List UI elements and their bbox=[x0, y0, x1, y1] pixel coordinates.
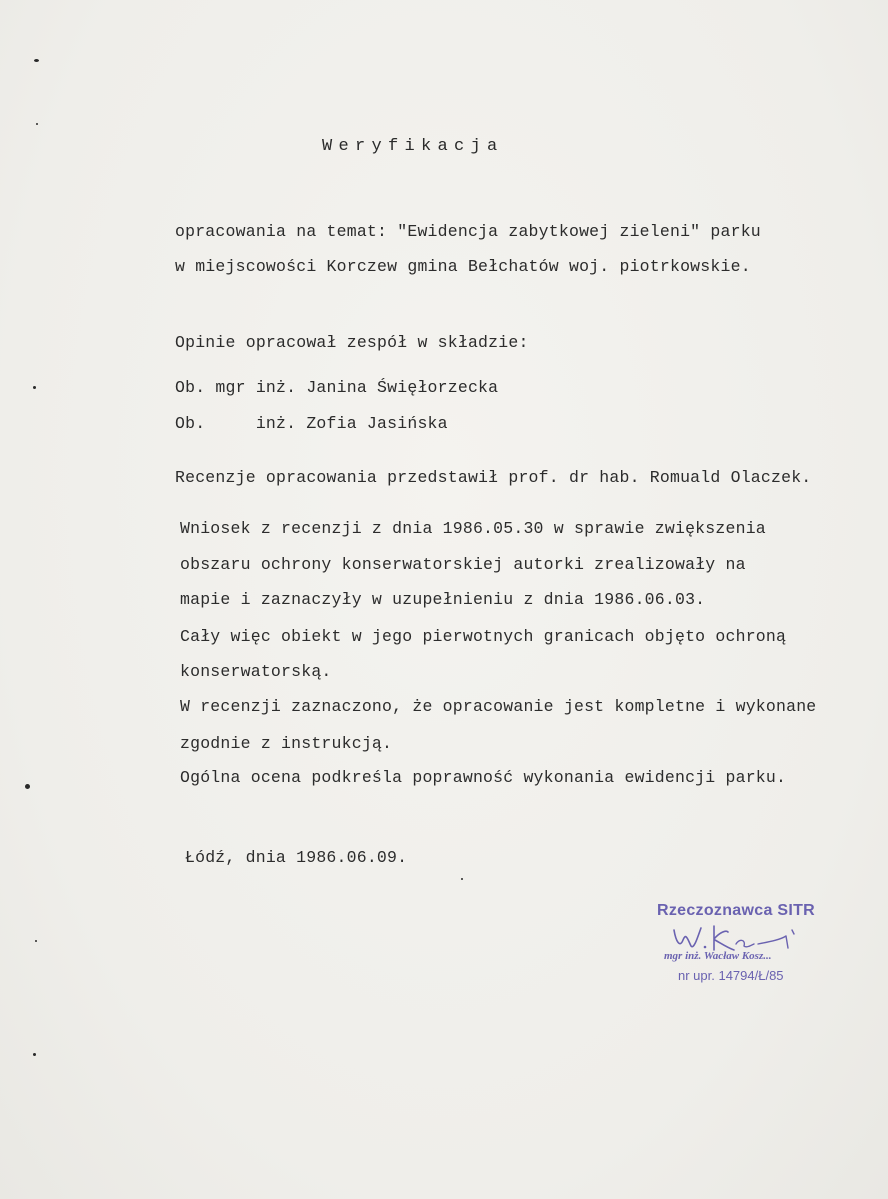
team-intro: Opinie opracował zespół w składzie: bbox=[175, 333, 529, 352]
subject-line-1: opracowania na temat: "Ewidencja zabytkowej zieleni" parku bbox=[175, 222, 761, 241]
punch-mark-6 bbox=[33, 1053, 36, 1056]
body-line-6: W recenzji zaznaczono, że opracowanie jest kompletne i wykonane bbox=[180, 697, 817, 716]
punch-mark-4 bbox=[25, 784, 30, 789]
stray-dot bbox=[461, 878, 463, 880]
punch-mark-2 bbox=[36, 123, 38, 125]
place-date: Łódź, dnia 1986.06.09. bbox=[185, 848, 408, 867]
body-line-3: mapie i zaznaczyły w uzupełnieniu z dnia 1986.06.03. bbox=[180, 590, 706, 609]
body-line-7: zgodnie z instrukcją. bbox=[180, 734, 393, 753]
team-member-2: Ob. inż. Zofia Jasińska bbox=[175, 414, 448, 433]
stamp-name: mgr inż. Wacław Kosz... bbox=[664, 950, 772, 962]
body-line-2: obszaru ochrony konserwatorskiej autorki zrealizowały na bbox=[180, 555, 746, 574]
punch-mark-1 bbox=[34, 59, 39, 62]
stamp-title: Rzeczoznawca SITR bbox=[657, 902, 816, 919]
review-line: Recenzje opracowania przedstawił prof. dr hab. Romuald Olaczek. bbox=[175, 468, 812, 487]
team-member-1: Ob. mgr inż. Janina Święłorzecka bbox=[175, 378, 499, 397]
stamp-permit-number: nr upr. 14794/Ł/85 bbox=[678, 968, 784, 983]
punch-mark-5 bbox=[35, 940, 37, 942]
body-line-8: Ogólna ocena podkreśla poprawność wykonania ewidencji parku. bbox=[180, 768, 787, 787]
body-line-4: Cały więc obiekt w jego pierwotnych granicach objęto ochroną bbox=[180, 627, 787, 646]
document-title: Weryfikacja bbox=[322, 137, 504, 156]
body-line-5: konserwatorską. bbox=[180, 662, 332, 681]
punch-mark-3 bbox=[33, 386, 36, 389]
body-line-1: Wniosek z recenzji z dnia 1986.05.30 w sprawie zwiększenia bbox=[180, 519, 766, 538]
subject-line-2: w miejscowości Korczew gmina Bełchatów woj. piotrkowskie. bbox=[175, 257, 751, 276]
